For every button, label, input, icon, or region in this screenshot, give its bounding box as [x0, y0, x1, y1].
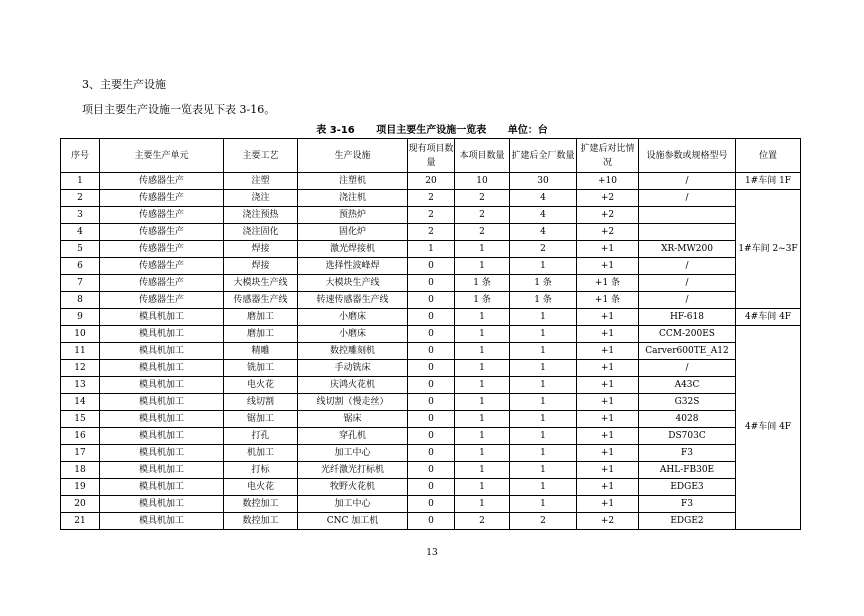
- cell-process: 焊接: [224, 258, 298, 275]
- cell-after: 1: [510, 411, 577, 428]
- cell-facility: 选择性波峰焊: [298, 258, 408, 275]
- table-row: [61, 326, 801, 343]
- cell-no: 3: [61, 207, 100, 224]
- table-row: [61, 241, 801, 258]
- cell-facility: 线切割（慢走丝）: [298, 394, 408, 411]
- cell-facility: 庆鸿火花机: [298, 377, 408, 394]
- cell-facility: 预热炉: [298, 207, 408, 224]
- cell-facility: 大模块生产线: [298, 275, 408, 292]
- cell-no: 18: [61, 462, 100, 479]
- cell-compare: +1: [577, 445, 639, 462]
- cell-after: 4: [510, 224, 577, 241]
- cell-unit: 传感器生产: [100, 292, 224, 309]
- cell-process: 线切割: [224, 394, 298, 411]
- cell-unit: 传感器生产: [100, 224, 224, 241]
- cell-param: HF-618: [639, 309, 736, 326]
- table-unit: 单位：台: [507, 125, 548, 136]
- cell-after: 4: [510, 190, 577, 207]
- cell-after: 1: [510, 496, 577, 513]
- cell-no: 15: [61, 411, 100, 428]
- cell-existing: 0: [408, 377, 455, 394]
- cell-this-project: 1: [455, 411, 510, 428]
- cell-process: 大模块生产线: [224, 275, 298, 292]
- cell-compare: +1: [577, 428, 639, 445]
- cell-param: /: [639, 275, 736, 292]
- cell-no: 7: [61, 275, 100, 292]
- cell-this-project: 1: [455, 462, 510, 479]
- cell-existing: 2: [408, 224, 455, 241]
- cell-this-project: 1: [455, 377, 510, 394]
- cell-unit: 模具机加工: [100, 343, 224, 360]
- cell-no: 4: [61, 224, 100, 241]
- cell-after: 1 条: [510, 275, 577, 292]
- cell-after: 1: [510, 360, 577, 377]
- cell-compare: +1: [577, 343, 639, 360]
- cell-this-project: 1: [455, 360, 510, 377]
- header-param: 设施参数或规格型号: [639, 139, 736, 173]
- cell-after: 2: [510, 513, 577, 530]
- cell-no: 12: [61, 360, 100, 377]
- cell-facility: 固化炉: [298, 224, 408, 241]
- cell-compare: +1 条: [577, 275, 639, 292]
- cell-process: 打孔: [224, 428, 298, 445]
- cell-this-project: 1: [455, 445, 510, 462]
- cell-process: 电火花: [224, 479, 298, 496]
- cell-location: 1#车间 1F: [736, 173, 801, 190]
- cell-unit: 传感器生产: [100, 258, 224, 275]
- cell-process: 精雕: [224, 343, 298, 360]
- cell-facility: 锯床: [298, 411, 408, 428]
- cell-this-project: 2: [455, 207, 510, 224]
- cell-compare: +2: [577, 190, 639, 207]
- cell-existing: 0: [408, 479, 455, 496]
- table-row: [61, 445, 801, 462]
- cell-after: 2: [510, 241, 577, 258]
- cell-after: 1: [510, 309, 577, 326]
- table-row: [61, 462, 801, 479]
- cell-this-project: 2: [455, 190, 510, 207]
- cell-compare: +1: [577, 377, 639, 394]
- cell-compare: +1: [577, 309, 639, 326]
- cell-facility: CNC 加工机: [298, 513, 408, 530]
- cell-facility: 注塑机: [298, 173, 408, 190]
- cell-existing: 2: [408, 207, 455, 224]
- cell-compare: +1: [577, 479, 639, 496]
- cell-after: 1: [510, 462, 577, 479]
- cell-this-project: 1: [455, 309, 510, 326]
- cell-process: 浇注预热: [224, 207, 298, 224]
- cell-after: 1: [510, 258, 577, 275]
- cell-process: 电火花: [224, 377, 298, 394]
- cell-param: DS703C: [639, 428, 736, 445]
- cell-compare: +2: [577, 224, 639, 241]
- table-caption: [0, 124, 864, 137]
- cell-unit: 模具机加工: [100, 479, 224, 496]
- cell-no: 1: [61, 173, 100, 190]
- table-title: 项目主要生产设施一览表: [376, 125, 487, 136]
- cell-no: 20: [61, 496, 100, 513]
- table-body: [61, 173, 801, 530]
- table-row: [61, 479, 801, 496]
- cell-compare: +1: [577, 360, 639, 377]
- cell-param: EDGE3: [639, 479, 736, 496]
- cell-param: G32S: [639, 394, 736, 411]
- cell-compare: +1: [577, 394, 639, 411]
- cell-this-project: 1: [455, 241, 510, 258]
- cell-facility: 小磨床: [298, 309, 408, 326]
- cell-process: 注塑: [224, 173, 298, 190]
- cell-existing: 1: [408, 241, 455, 258]
- cell-param: F3: [639, 445, 736, 462]
- cell-existing: 0: [408, 428, 455, 445]
- header-facility: 生产设施: [298, 139, 408, 173]
- cell-process: 焊接: [224, 241, 298, 258]
- cell-existing: 0: [408, 513, 455, 530]
- cell-unit: 模具机加工: [100, 428, 224, 445]
- table-header-row: [61, 139, 801, 173]
- table-row: [61, 275, 801, 292]
- cell-process: 磨加工: [224, 326, 298, 343]
- cell-facility: 转速传感器生产线: [298, 292, 408, 309]
- header-location: 位置: [736, 139, 801, 173]
- cell-this-project: 1 条: [455, 292, 510, 309]
- cell-location: 1#车间 2~3F: [736, 190, 801, 309]
- table-row: [61, 360, 801, 377]
- cell-this-project: 2: [455, 224, 510, 241]
- cell-existing: 0: [408, 292, 455, 309]
- table-row: [61, 207, 801, 224]
- header-this-project: 本项目数量: [455, 139, 510, 173]
- cell-facility: 数控雕刻机: [298, 343, 408, 360]
- cell-compare: +1: [577, 241, 639, 258]
- cell-compare: +1: [577, 496, 639, 513]
- cell-unit: 模具机加工: [100, 411, 224, 428]
- cell-no: 8: [61, 292, 100, 309]
- table-row: [61, 224, 801, 241]
- cell-param: A43C: [639, 377, 736, 394]
- cell-after: 4: [510, 207, 577, 224]
- cell-existing: 0: [408, 360, 455, 377]
- cell-unit: 模具机加工: [100, 326, 224, 343]
- cell-no: 5: [61, 241, 100, 258]
- cell-this-project: 1: [455, 479, 510, 496]
- cell-after: 1: [510, 428, 577, 445]
- cell-after: 1: [510, 326, 577, 343]
- table-row: [61, 377, 801, 394]
- cell-compare: +1: [577, 258, 639, 275]
- cell-existing: 0: [408, 394, 455, 411]
- cell-param: /: [639, 173, 736, 190]
- cell-process: 数控加工: [224, 496, 298, 513]
- cell-unit: 传感器生产: [100, 207, 224, 224]
- cell-location: 4#车间 4F: [736, 326, 801, 530]
- cell-facility: 浇注机: [298, 190, 408, 207]
- cell-param: [639, 207, 736, 224]
- header-process: 主要工艺: [224, 139, 298, 173]
- cell-param: /: [639, 190, 736, 207]
- cell-unit: 模具机加工: [100, 377, 224, 394]
- table-row: [61, 190, 801, 207]
- cell-unit: 传感器生产: [100, 275, 224, 292]
- cell-unit: 传感器生产: [100, 241, 224, 258]
- page-number: 13: [426, 548, 438, 558]
- cell-facility: 光纤激光打标机: [298, 462, 408, 479]
- table-row: [61, 394, 801, 411]
- cell-after: 30: [510, 173, 577, 190]
- cell-this-project: 1: [455, 326, 510, 343]
- header-existing: 现有项目数量: [408, 139, 455, 173]
- cell-existing: 0: [408, 411, 455, 428]
- cell-after: 1: [510, 343, 577, 360]
- cell-after: 1: [510, 479, 577, 496]
- cell-existing: 0: [408, 309, 455, 326]
- cell-no: 6: [61, 258, 100, 275]
- cell-process: 打标: [224, 462, 298, 479]
- header-after: 扩建后全厂数量: [510, 139, 577, 173]
- table-number: 表 3-16: [316, 125, 355, 136]
- cell-location: 4#车间 4F: [736, 309, 801, 326]
- cell-this-project: 1: [455, 428, 510, 445]
- cell-facility: 加工中心: [298, 445, 408, 462]
- cell-unit: 模具机加工: [100, 462, 224, 479]
- cell-process: 铣加工: [224, 360, 298, 377]
- cell-process: 机加工: [224, 445, 298, 462]
- cell-facility: 穿孔机: [298, 428, 408, 445]
- cell-no: 9: [61, 309, 100, 326]
- cell-process: 浇注: [224, 190, 298, 207]
- cell-param: XR-MW200: [639, 241, 736, 258]
- cell-no: 11: [61, 343, 100, 360]
- cell-compare: +1: [577, 411, 639, 428]
- cell-param: F3: [639, 496, 736, 513]
- cell-unit: 传感器生产: [100, 190, 224, 207]
- cell-facility: 牧野火花机: [298, 479, 408, 496]
- cell-param: CCM-200ES: [639, 326, 736, 343]
- cell-this-project: 10: [455, 173, 510, 190]
- cell-process: 传感器生产线: [224, 292, 298, 309]
- cell-existing: 20: [408, 173, 455, 190]
- cell-compare: +2: [577, 207, 639, 224]
- cell-existing: 0: [408, 496, 455, 513]
- table-row: [61, 496, 801, 513]
- cell-no: 16: [61, 428, 100, 445]
- table-row: [61, 513, 801, 530]
- cell-this-project: 1 条: [455, 275, 510, 292]
- cell-this-project: 1: [455, 258, 510, 275]
- cell-existing: 0: [408, 275, 455, 292]
- facilities-table: [60, 138, 801, 530]
- table-row: [61, 411, 801, 428]
- cell-param: 4028: [639, 411, 736, 428]
- cell-facility: 小磨床: [298, 326, 408, 343]
- cell-after: 1: [510, 394, 577, 411]
- cell-existing: 0: [408, 445, 455, 462]
- cell-no: 14: [61, 394, 100, 411]
- cell-unit: 模具机加工: [100, 513, 224, 530]
- cell-param: /: [639, 258, 736, 275]
- header-unit: 主要生产单元: [100, 139, 224, 173]
- header-no: 序号: [61, 139, 100, 173]
- cell-no: 2: [61, 190, 100, 207]
- cell-process: 数控加工: [224, 513, 298, 530]
- cell-after: 1 条: [510, 292, 577, 309]
- cell-param: EDGE2: [639, 513, 736, 530]
- cell-unit: 模具机加工: [100, 496, 224, 513]
- cell-no: 21: [61, 513, 100, 530]
- cell-existing: 2: [408, 190, 455, 207]
- table-row: [61, 343, 801, 360]
- cell-param: [639, 224, 736, 241]
- cell-param: /: [639, 292, 736, 309]
- table-row: [61, 258, 801, 275]
- cell-facility: 手动铣床: [298, 360, 408, 377]
- cell-unit: 模具机加工: [100, 360, 224, 377]
- cell-compare: +2: [577, 513, 639, 530]
- cell-param: AHL-FB30E: [639, 462, 736, 479]
- table-row: [61, 428, 801, 445]
- cell-facility: 加工中心: [298, 496, 408, 513]
- cell-unit: 模具机加工: [100, 445, 224, 462]
- cell-after: 1: [510, 377, 577, 394]
- intro-paragraph: 项目主要生产设施一览表见下表 3-16。: [82, 103, 276, 116]
- cell-existing: 0: [408, 326, 455, 343]
- cell-compare: +10: [577, 173, 639, 190]
- cell-compare: +1: [577, 462, 639, 479]
- cell-no: 10: [61, 326, 100, 343]
- cell-no: 19: [61, 479, 100, 496]
- cell-no: 17: [61, 445, 100, 462]
- header-compare: 扩建后对比情况: [577, 139, 639, 173]
- cell-this-project: 1: [455, 496, 510, 513]
- section-heading: 3、主要生产设施: [82, 78, 166, 91]
- cell-process: 浇注固化: [224, 224, 298, 241]
- cell-unit: 模具机加工: [100, 394, 224, 411]
- table-row: [61, 173, 801, 190]
- table-row: [61, 292, 801, 309]
- cell-param: /: [639, 360, 736, 377]
- cell-unit: 模具机加工: [100, 309, 224, 326]
- cell-compare: +1: [577, 326, 639, 343]
- cell-existing: 0: [408, 462, 455, 479]
- cell-after: 1: [510, 445, 577, 462]
- cell-param: Carver600TE_A12: [639, 343, 736, 360]
- cell-no: 13: [61, 377, 100, 394]
- cell-compare: +1 条: [577, 292, 639, 309]
- cell-existing: 0: [408, 258, 455, 275]
- cell-facility: 激光焊接机: [298, 241, 408, 258]
- cell-this-project: 1: [455, 394, 510, 411]
- cell-this-project: 2: [455, 513, 510, 530]
- cell-existing: 0: [408, 343, 455, 360]
- table-row: [61, 309, 801, 326]
- cell-process: 磨加工: [224, 309, 298, 326]
- cell-process: 锯加工: [224, 411, 298, 428]
- cell-unit: 传感器生产: [100, 173, 224, 190]
- cell-this-project: 1: [455, 343, 510, 360]
